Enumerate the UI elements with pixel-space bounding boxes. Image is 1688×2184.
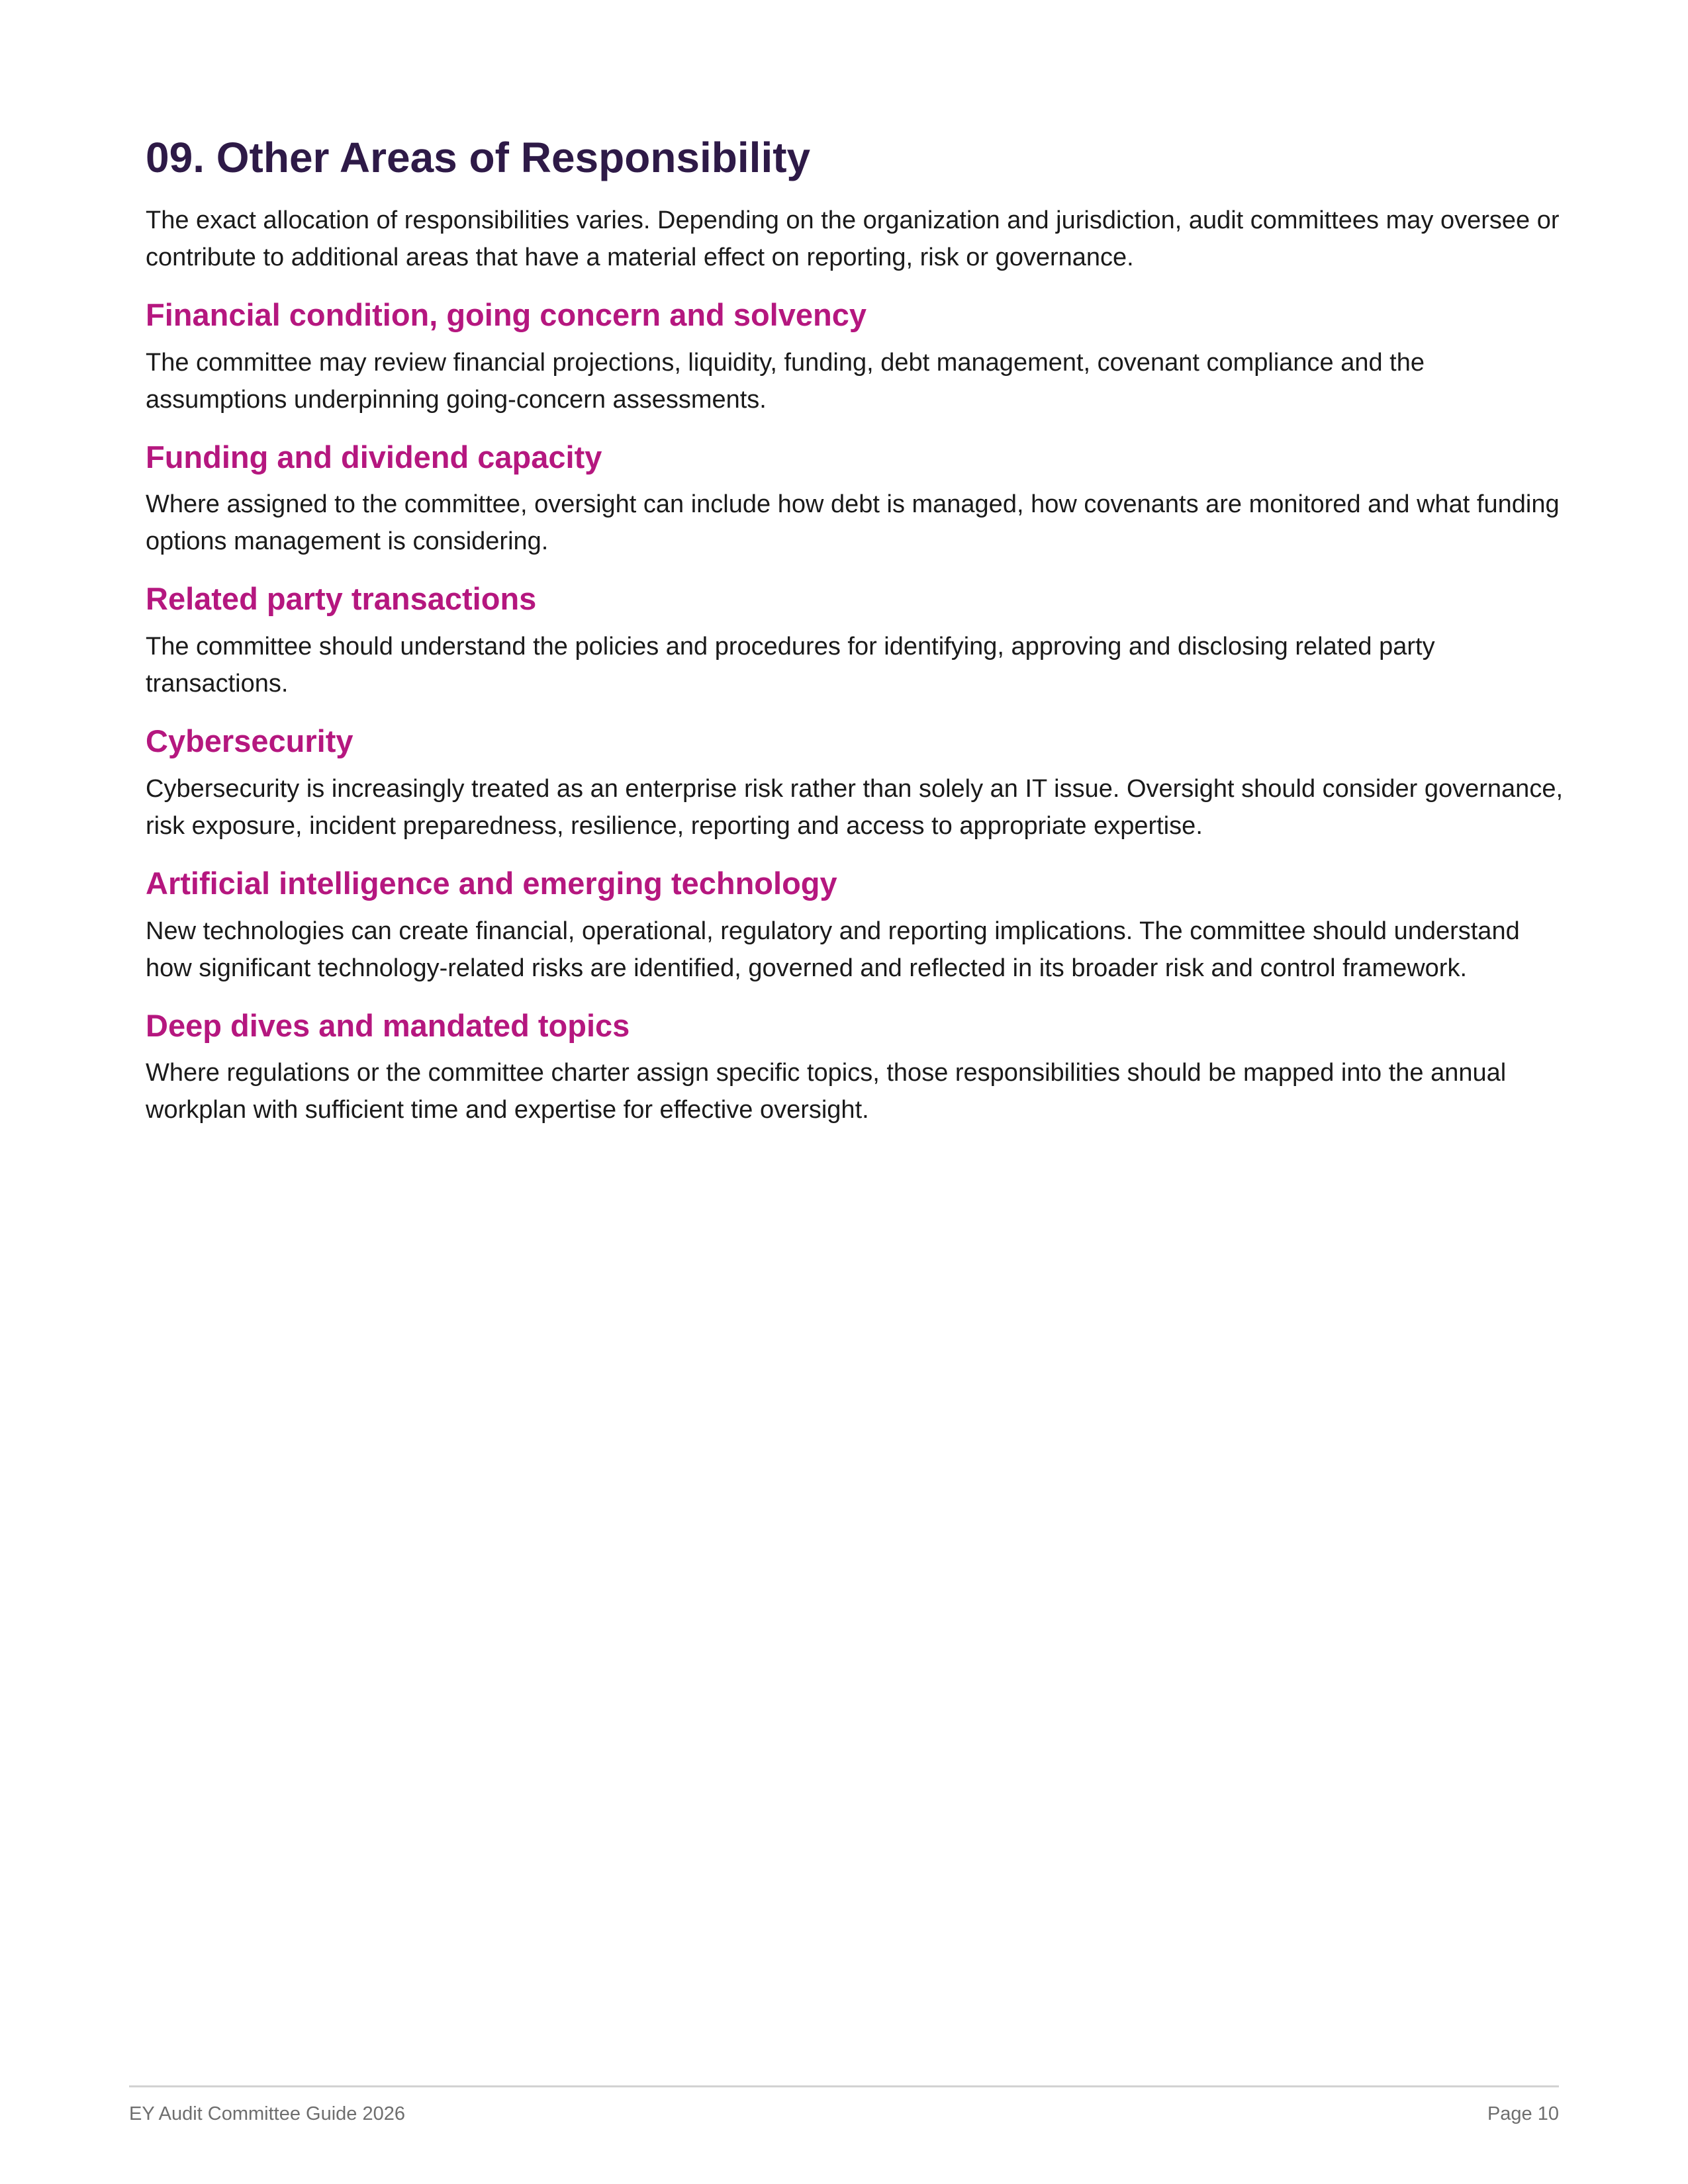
footer-divider [129, 2085, 1559, 2087]
section-body: Where assigned to the committee, oversight can include how debt is managed, how covenants are monitored and what funding options management is considering. [146, 490, 1560, 556]
section-heading: Cybersecurity [146, 723, 353, 759]
document-content [146, 132, 1569, 1148]
section-heading: Related party transactions [146, 581, 537, 617]
page-footer [129, 2103, 1559, 2125]
section-body: Cybersecurity is increasingly treated as an enterprise risk rather than solely an IT issue. Oversight should consider governance, risk exposure, incident preparedness, resilience, reporting and access to appropriate expertise. [146, 774, 1564, 840]
footer-document-title: EY Audit Committee Guide 2026 [129, 2103, 405, 2124]
section-deep-dives [146, 1007, 1569, 1129]
section-financial-condition [146, 296, 1569, 418]
page-title: 09. Other Areas of Responsibility [146, 134, 811, 181]
section-heading: Financial condition, going concern and solvency [146, 296, 867, 332]
section-body: Where regulations or the committee charter assign specific topics, those responsibilities should be mapped into the annual workplan with sufficient time and expertise for effective oversight. [146, 1059, 1507, 1124]
section-cybersecurity [146, 722, 1569, 844]
section-ai-emerging-tech [146, 864, 1569, 987]
section-body: The committee should understand the policies and procedures for identifying, approving and disclosing related party transactions. [146, 633, 1435, 698]
section-body: New technologies can create financial, operational, regulatory and reporting implications. The committee should understand how significant technology-related risks are identified, governed and reflected in its broader risk and control framework. [146, 917, 1520, 982]
section-heading: Funding and dividend capacity [146, 439, 602, 475]
intro-paragraph: The exact allocation of responsibilities varies. Depending on the organization and jurisdiction, audit committees may oversee or contribute to additional areas that have a material effect on reporting, risk or governance. [146, 206, 1560, 271]
section-related-party [146, 580, 1569, 702]
footer-page-number: Page 10 [1487, 2103, 1559, 2124]
section-funding-dividend [146, 438, 1569, 561]
section-body: The committee may review financial projections, liquidity, funding, debt management, covenant compliance and the assumptions underpinning going-concern assessments. [146, 348, 1425, 414]
section-heading: Deep dives and mandated topics [146, 1007, 630, 1043]
section-heading: Artificial intelligence and emerging technology [146, 865, 837, 901]
